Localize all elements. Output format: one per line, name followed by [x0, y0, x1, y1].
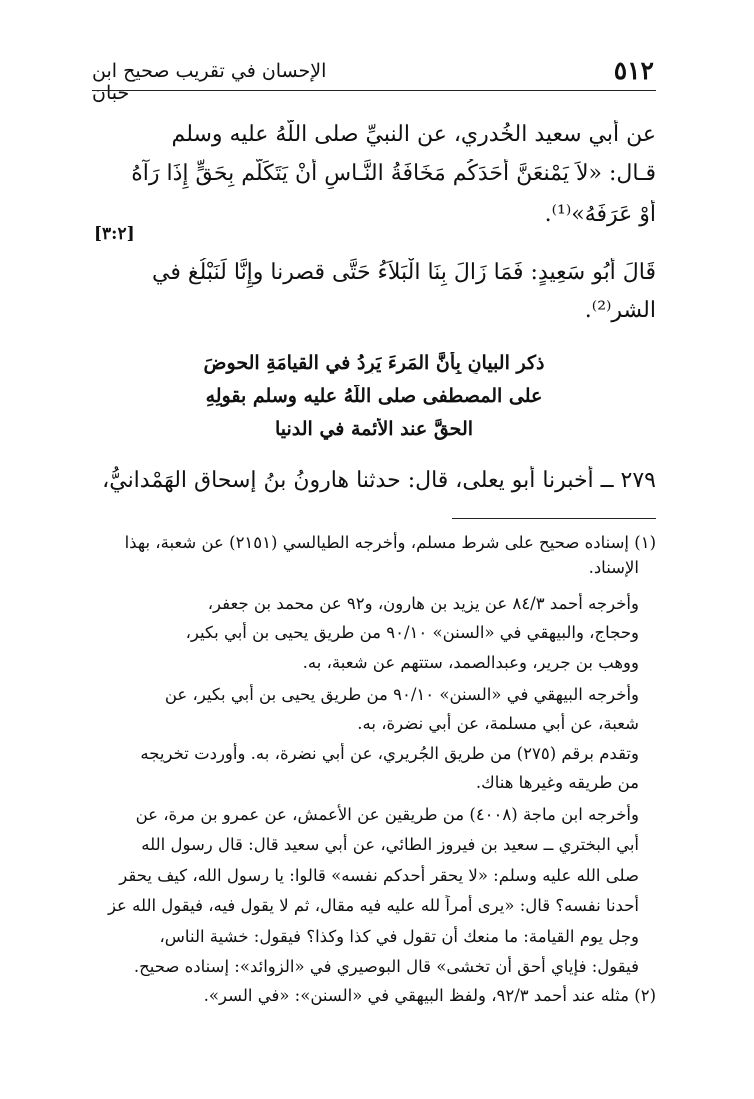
footnote-line: من طريقه وغيرها هناك. — [475, 773, 639, 792]
footnote-line: أبي البختري ــ سعيد بن فيروز الطائي، عن أبي سعيد قال: قال رسول الله — [141, 835, 639, 854]
footnote-line: شعبة، عن أبي مسلمة، عن أبي نضرة، به. — [357, 714, 639, 733]
footnote-line: وأخرجه أحمد ٨٤/٣ عن يزيد بن هارون، و٩٢ عن محمد بن جعفر، — [207, 594, 639, 613]
body-line: قـال: «لاَ يَمْنعَنَّ أَحَدَكُم مَخَافَةُ النَّـاسِ أَنْ يَتَكَلَّم بِحَقٍّ إِذَا رَآهُ — [131, 161, 656, 186]
section-heading-line: الحقَّ عند الأئمة في الدنيا — [274, 418, 474, 440]
running-title: الإحسان في تقريب صحيح ابن حبان — [92, 60, 327, 104]
footnote-line: وأخرجه البيهقي في «السنن» ٩٠/١٠ من طريق يحيى بن أبي بكير، عن — [164, 685, 639, 704]
footnote-line: صلى الله عليه وسلم: «لا يحقر أحدكم نفسه» قالوا: يا رسول الله، كيف يحقر — [119, 866, 639, 885]
section-heading-line: على المصطفى صلى اللّهُ عليه وسلم بقولِهِ — [205, 385, 543, 407]
footnote-line: (٢) مثله عند أحمد ٩٢/٣، ولفظ البيهقي في «السنن»: «في السر». — [203, 986, 656, 1005]
footnote-line: وجل يوم القيامة: ما منعك أن تقول في كذا وكذا؟ فيقول: خشية الناس، — [159, 927, 639, 946]
footnote-line: وأخرجه ابن ماجة (٤٠٠٨) من طريقين عن الأعمش، عن عمرو بن مرة، عن — [135, 805, 639, 824]
hadith-line: ٢٧٩ ــ أخبرنا أبو يعلى، قال: حدثنا هارونُ بنُ إسحاق الهَمْدانيُّ، — [102, 468, 656, 493]
footnote-line: وحجاج، والبيهقي في «السنن» ٩٠/١٠ من طريق يحيى بن أبي بكير، — [185, 623, 639, 642]
footnote-line: ووهب بن جرير، وعبدالصمد، ستتهم عن شعبة، به. — [302, 653, 639, 672]
header-rule — [92, 90, 656, 91]
footnote-line: فيقول: فإياي أحق أن تخشى» قال البوصيري في «الزوائد»: إسناده صحيح. — [133, 957, 639, 976]
footnote-line: أحدنا نفسه؟ قال: «يرى أمراً لله عليه فيه مقال، ثم لا يقول فيه، فيقول الله عز — [107, 896, 639, 915]
body-line: قَالَ أَبُو سَعِيدٍ: فَمَا زَالَ بِنَا الْبَلاَءُ حَتَّى قصرنا وإِنَّا لَنَبْلُغ في — [152, 260, 656, 285]
footnote-line: (١) إسناده صحيح على شرط مسلم، وأخرجه الطيالسي (٢١٥١) عن شعبة، بهذا — [124, 533, 656, 552]
footnote-line: الإسناد. — [588, 558, 639, 577]
footnote-line: وتقدم برقم (٢٧٥) من طريق الجُريري، عن أبي نضرة، به. وأوردت تخريجه — [140, 744, 639, 763]
body-line: الشر⁽²⁾. — [584, 298, 656, 323]
page-number: ٥١٢ — [613, 56, 654, 85]
hadith-reference: [٣:٢] — [94, 224, 135, 244]
body-line: عن أبي سعيد الخُدري، عن النبيِّ صلى اللّهُ عليه وسلم — [171, 122, 656, 147]
section-heading-line: ذكر البيانِ بِأَنَّ المَرءَ يَرِدُ في القيامَةِ الحوضَ — [203, 352, 545, 374]
footnote-rule — [452, 518, 656, 519]
body-line: أَوْ عَرَفَهُ»⁽¹⁾. — [544, 202, 656, 227]
